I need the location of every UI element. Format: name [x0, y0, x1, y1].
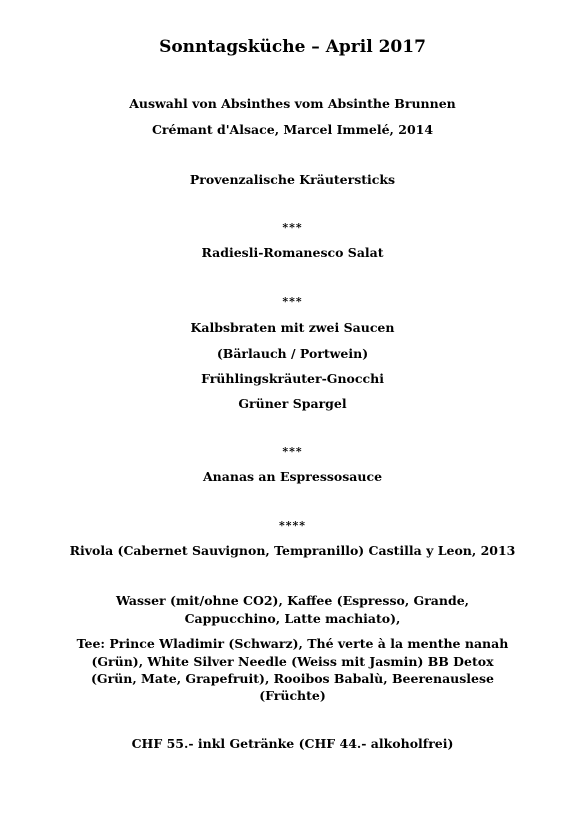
- main-course-line: Frühlingskräuter-Gnocchi: [201, 371, 384, 386]
- tea-line: (Früchte): [259, 688, 326, 703]
- tea-line: (Grün, Mate, Grapefruit), Rooibos Babalù, Beerenauslese: [90, 671, 494, 686]
- course-separator: ***: [282, 295, 303, 308]
- tea-line: Tee: Prince Wladimir (Schwarz), Thé verte à la menthe nanah: [76, 636, 509, 651]
- main-course-line: Grüner Spargel: [238, 396, 347, 411]
- starter-item: Provenzalische Kräutersticks: [189, 172, 396, 187]
- aperitif-line: Auswahl von Absinthes vom Absinthe Brunnen: [129, 96, 456, 111]
- price-line: CHF 55.- inkl Getränke (CHF 44.- alkoholfrei): [131, 736, 454, 751]
- course-separator: ****: [278, 519, 306, 532]
- dessert-item: Ananas an Espressosauce: [202, 469, 383, 484]
- course-separator: ***: [282, 445, 303, 458]
- salad-item: Radiesli-Romanesco Salat: [201, 245, 384, 260]
- wine-item: Rivola (Cabernet Sauvignon, Tempranillo) Castilla y Leon, 2013: [69, 543, 516, 558]
- aperitif-line: Crémant d'Alsace, Marcel Immelé, 2014: [151, 122, 434, 137]
- tea-line: (Grün), White Silver Needle (Weiss mit Jasmin) BB Detox: [91, 654, 494, 669]
- main-course-line: Kalbsbraten mit zwei Saucen: [190, 320, 395, 335]
- main-course-line: (Bärlauch / Portwein): [216, 346, 369, 361]
- drinks-line: Cappucchino, Latte machiato),: [184, 611, 401, 626]
- course-separator: ***: [282, 221, 303, 234]
- menu-title: Sonntagsküche – April 2017: [159, 37, 426, 57]
- drinks-line: Wasser (mit/ohne CO2), Kaffee (Espresso, Grande,: [115, 593, 470, 608]
